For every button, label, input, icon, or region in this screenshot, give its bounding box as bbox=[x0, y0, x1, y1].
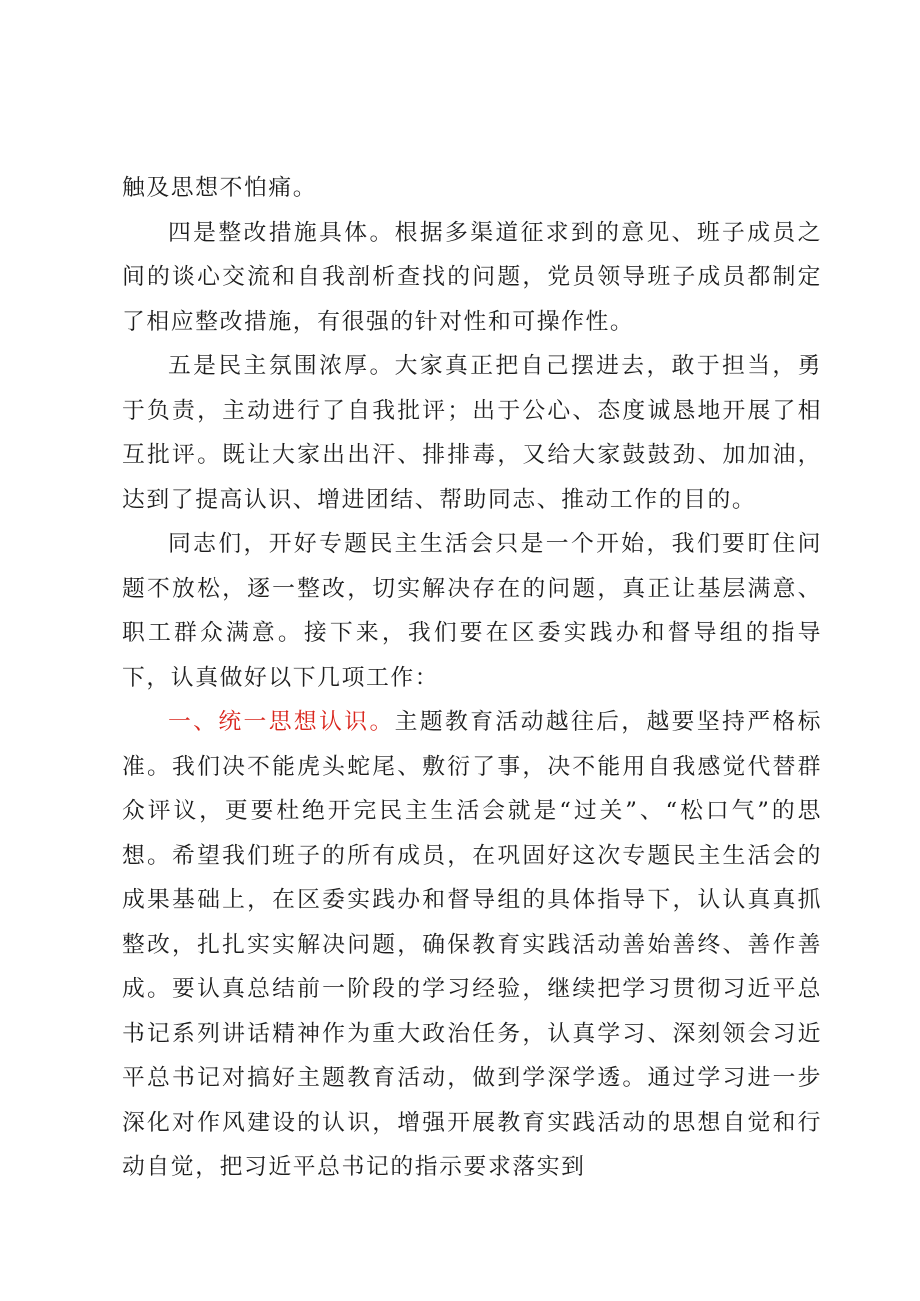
paragraph-5 bbox=[122, 700, 822, 1190]
document-body bbox=[122, 166, 822, 1190]
paragraph-2: 四是整改措施具体。根据多渠道征求到的意见、班子成员之间的谈心交流和自我剖析查找的问题，党员领导班子成员都制定了相应整改措施，有很强的针对性和可操作性。 bbox=[122, 219, 822, 335]
paragraph-4: 同志们，开好专题民主生活会只是一个开始，我们要盯住问题不放松，逐一整改，切实解决存在的问题，真正让基层满意、职工群众满意。接下来，我们要在区委实践办和督导组的指导下，认真做好以下几项工作： bbox=[122, 531, 822, 691]
paragraph-5-text: 主题教育活动越往后，越要坚持严格标准。我们决不能虎头蛇尾、敷衍了事，决不能用自我感觉代替群众评议，更要杜绝开完民主生活会就是“过关”、“松口气”的思想。希望我们班子的所有成员，在巩固好这次专题民主生活会的成果基础上，在区委实践办和督导组的具体指导下，认认真真抓整改，扎扎实实解决问题，确保教育实践活动善始善终、善作善成。要认真总结前一阶段的学习经验，继续把学习贯彻习近平总书记系列讲话精神作为重大政治任务，认真学习、深刻领会习近平总书记对搞好主题教育活动，做到学深学透。通过学习进一步深化对作风建设的认识，增强开展教育实践活动的思想自觉和行动自觉，把习近平总书记的指示要求落实到 bbox=[122, 709, 822, 1180]
section-heading: 一、统一思想认识。 bbox=[168, 709, 395, 735]
paragraph-1: 触及思想不怕痛。 bbox=[122, 175, 318, 201]
paragraph-3: 五是民主氛围浓厚。大家真正把自己摆进去，敢于担当，勇于负责，主动进行了自我批评；出于公心、态度诚恳地开展了相互批评。既让大家出出汗、排排毒，又给大家鼓鼓劲、加加油，达到了提高认识、增进团结、帮助同志、推动工作的目的。 bbox=[122, 353, 822, 513]
